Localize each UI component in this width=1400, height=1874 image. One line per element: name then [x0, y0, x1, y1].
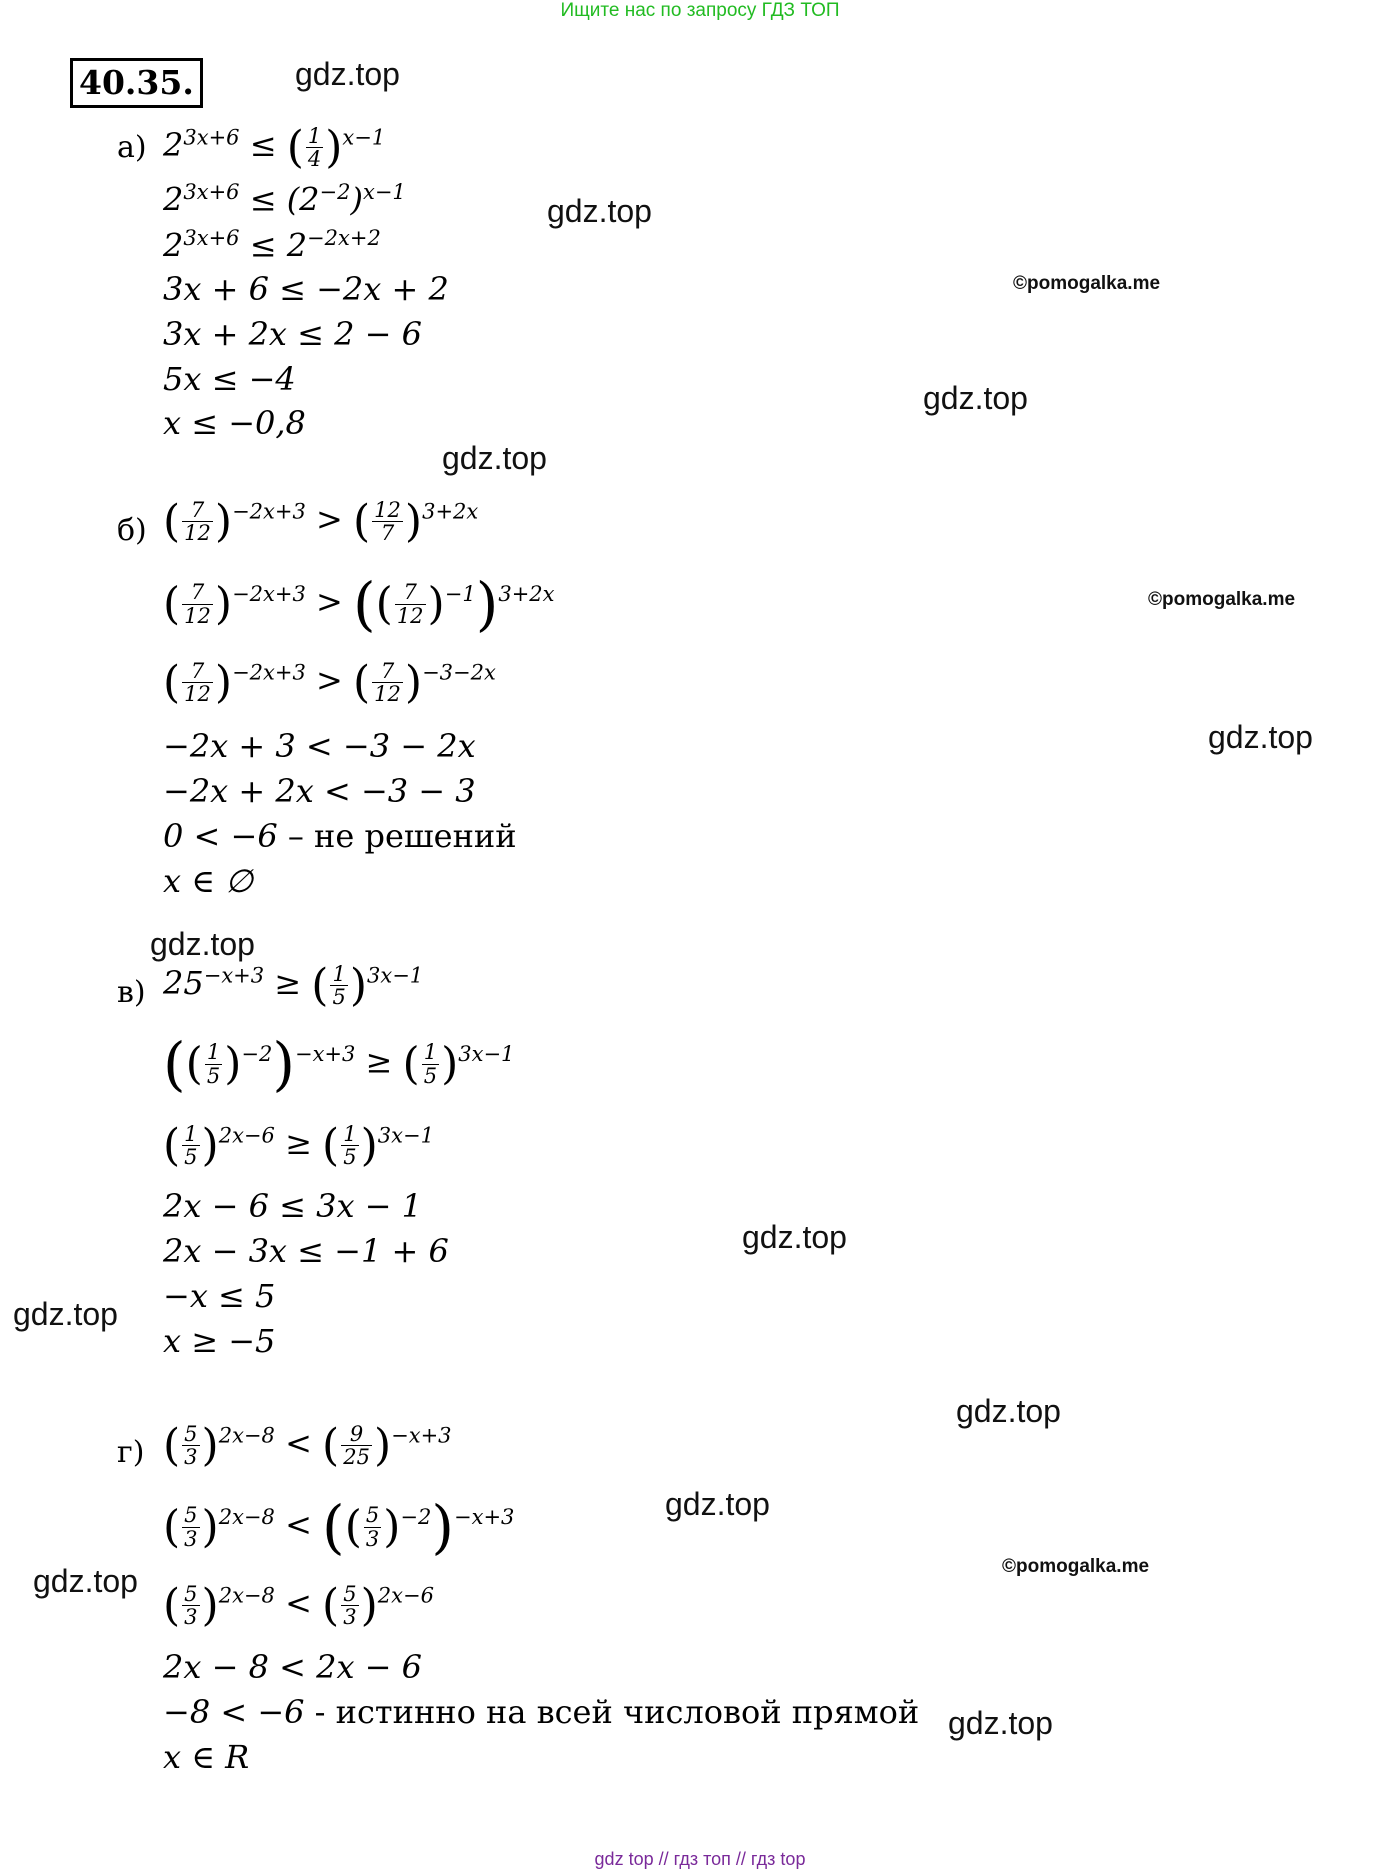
solution-line: $2^{3x+6}$ ≤ ( $\frac{1}{4}$ )$^{x-1}$ [163, 122, 386, 173]
top-banner: Ищите нас по запросу ГДЗ ТОП [560, 0, 840, 21]
solution-line: $2^{3x+6} \le 2^{-2x+2}$ [163, 226, 381, 265]
solution-line: x ∈ ∅ [163, 862, 253, 900]
watermark: gdz.top [150, 926, 255, 962]
watermark: gdz.top [923, 380, 1028, 416]
copyright-watermark: ©pomogalka.me [1148, 589, 1296, 610]
solution-line: 3x + 6 ≤ −2x + 2 [163, 270, 449, 308]
solution-line: 2x − 8 < 2x − 6 [163, 1648, 422, 1686]
watermark: gdz.top [547, 193, 652, 229]
solution-line: 2x − 6 ≤ 3x − 1 [163, 1187, 422, 1225]
copyright-watermark: ©pomogalka.me [1013, 273, 1161, 294]
solution-line: x ≥ −5 [163, 1322, 276, 1360]
solution-line: ( $\frac{5}{3}$ )$^{2x-8}$ < ( $\frac{9}{25}$ )$^{-x+3}$ [163, 1420, 452, 1471]
solution-line: ( $\frac{5}{3}$ )$^{2x-8}$ < ( $\frac{5}{3}$ )$^{2x-6}$ [163, 1580, 434, 1631]
solution-line: 5x ≤ −4 [163, 360, 296, 398]
solution-line: (( $\frac{1}{5}$ )$^{-2}$)$^{-x+3}$ ≥ ( $\frac{1}{5}$ )$^{3x-1}$ [163, 1030, 515, 1098]
solution-line: 2x − 3x ≤ −1 + 6 [163, 1232, 449, 1270]
solution-line: ( $\frac{7}{12}$ )$^{-2x+3}$ > ( $\frac{12}{7}$ )$^{3+2x}$ [163, 496, 479, 547]
watermark: gdz.top [742, 1219, 847, 1255]
part-label-d: г) [117, 1435, 145, 1470]
solution-line: ( $\frac{1}{5}$ )$^{2x-6}$ ≥ ( $\frac{1}{5}$ )$^{3x-1}$ [163, 1120, 434, 1171]
copyright-watermark: ©pomogalka.me [1002, 1556, 1150, 1577]
solution-line: ( $\frac{7}{12}$ )$^{-2x+3}$ > ( $\frac{7}{12}$ )$^{-3-2x}$ [163, 657, 496, 708]
solution-line: $25^{-x+3}$ ≥ ( $\frac{1}{5}$ )$^{3x-1}$ [163, 960, 424, 1011]
solution-line: −2x + 3 < −3 − 2x [163, 727, 476, 765]
solution-line: −x ≤ 5 [163, 1277, 276, 1315]
watermark: gdz.top [1208, 719, 1313, 755]
footer-links: gdz top // гдз топ // гдз top [594, 1849, 806, 1869]
task-number: 40.35. [70, 58, 203, 108]
solution-line: 0 < −6 – не решений [163, 817, 517, 855]
part-label-b: б) [117, 513, 147, 548]
watermark: gdz.top [295, 56, 400, 92]
solution-line: x ≤ −0,8 [163, 404, 306, 442]
solution-line: −2x + 2x < −3 − 3 [163, 772, 476, 810]
solution-line: $2^{3x+6} \le (2^{-2})^{x-1}$ [163, 180, 406, 219]
solution-line: −8 < −6 - истинно на всей числовой прямой [163, 1693, 920, 1731]
watermark: gdz.top [13, 1296, 118, 1332]
watermark: gdz.top [956, 1393, 1061, 1429]
watermark: gdz.top [948, 1705, 1053, 1741]
watermark: gdz.top [442, 440, 547, 476]
solution-line: ( $\frac{5}{3}$ )$^{2x-8}$ < (( $\frac{5}{3}$ )$^{-2}$)$^{-x+3}$ [163, 1493, 515, 1561]
solution-line: ( $\frac{7}{12}$ )$^{-2x+3}$ > (( $\frac{7}{12}$ )$^{-1}$)$^{3+2x}$ [163, 570, 555, 638]
watermark: gdz.top [665, 1486, 770, 1522]
watermark: gdz.top [33, 1563, 138, 1599]
part-label-c: в) [117, 975, 146, 1010]
solution-line: 3x + 2x ≤ 2 − 6 [163, 315, 422, 353]
part-label-a: а) [117, 130, 147, 165]
solution-line: x ∈ R [163, 1738, 250, 1776]
